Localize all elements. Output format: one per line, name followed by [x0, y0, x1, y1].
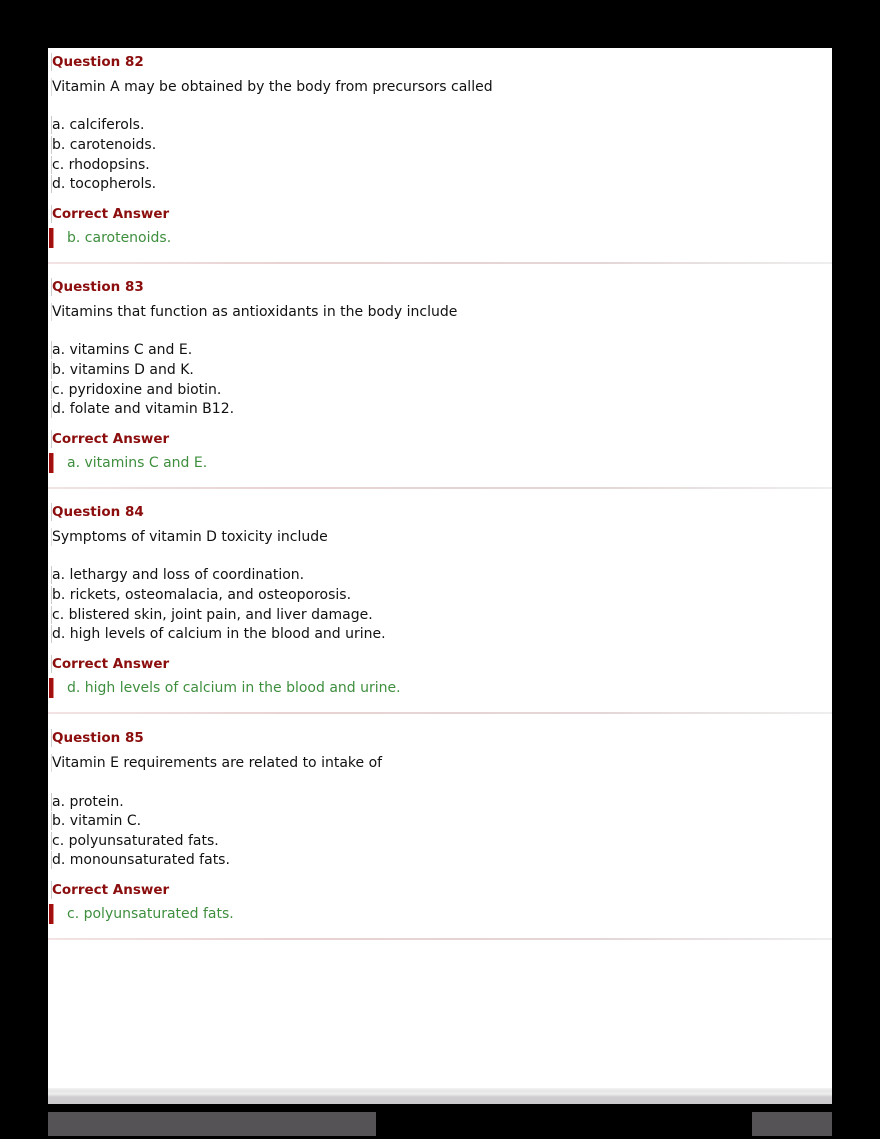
option-a: a. vitamins C and E.: [52, 342, 193, 358]
answer-marker-bar: [49, 453, 54, 473]
answer-marker-bar: [49, 904, 54, 924]
correct-answer-label: Correct Answer: [52, 206, 170, 222]
correct-answer-text: d. high levels of calcium in the blood and urine.: [67, 680, 401, 696]
divider: [48, 487, 832, 489]
question-text: Symptoms of vitamin D toxicity include: [52, 529, 328, 545]
question-title: Question 82: [52, 54, 144, 70]
correct-answer-text: b. carotenoids.: [67, 230, 172, 246]
option-a: a. protein.: [52, 794, 124, 810]
question-title: Question 85: [52, 730, 144, 746]
option-c: c. blistered skin, joint pain, and liver damage.: [52, 607, 373, 623]
page-bottom-edge: [48, 1088, 832, 1104]
option-b: b. vitamins D and K.: [52, 362, 194, 378]
question-text: Vitamin A may be obtained by the body from precursors called: [52, 79, 493, 95]
correct-answer-label: Correct Answer: [52, 656, 170, 672]
option-c: c. rhodopsins.: [52, 157, 150, 173]
correct-answer-label: Correct Answer: [52, 431, 170, 447]
option-b: b. rickets, osteomalacia, and osteoporosis.: [52, 587, 352, 603]
option-b: b. vitamin C.: [52, 813, 142, 829]
divider: [48, 712, 832, 714]
divider: [48, 938, 832, 940]
option-d: d. high levels of calcium in the blood and urine.: [52, 626, 386, 642]
question-title: Question 83: [52, 279, 144, 295]
option-b: b. carotenoids.: [52, 137, 157, 153]
option-d: d. monounsaturated fats.: [52, 852, 230, 868]
correct-answer-label: Correct Answer: [52, 882, 170, 898]
option-a: a. lethargy and loss of coordination.: [52, 567, 305, 583]
option-c: c. pyridoxine and biotin.: [52, 382, 222, 398]
question-text: Vitamin E requirements are related to intake of: [52, 755, 383, 771]
divider: [48, 262, 832, 264]
correct-answer-text: c. polyunsaturated fats.: [67, 906, 234, 922]
footer-bar-left: [48, 1112, 376, 1136]
correct-answer-text: a. vitamins C and E.: [67, 455, 208, 471]
option-d: d. folate and vitamin B12.: [52, 401, 235, 417]
answer-marker-bar: [49, 228, 54, 248]
document-page: [48, 48, 832, 1090]
option-d: d. tocopherols.: [52, 176, 157, 192]
question-text: Vitamins that function as antioxidants in the body include: [52, 304, 458, 320]
option-c: c. polyunsaturated fats.: [52, 833, 219, 849]
footer-bar-right: [752, 1112, 832, 1136]
question-title: Question 84: [52, 504, 144, 520]
answer-marker-bar: [49, 678, 54, 698]
option-a: a. calciferols.: [52, 117, 145, 133]
